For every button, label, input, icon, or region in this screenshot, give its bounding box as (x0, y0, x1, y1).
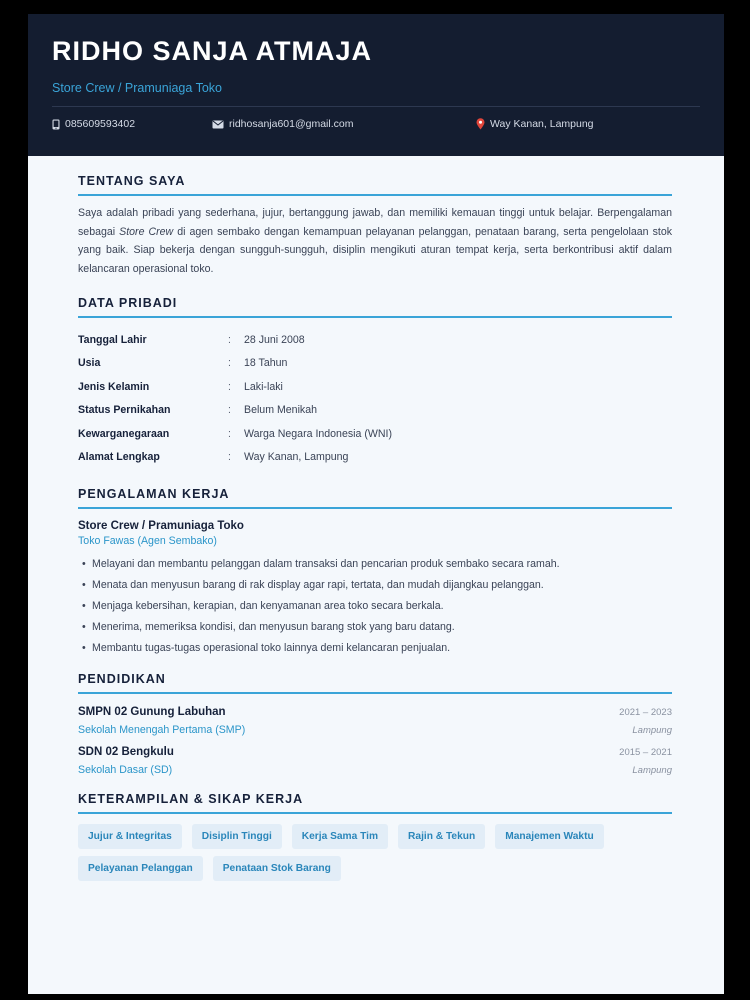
skill-chip: Manajemen Waktu (495, 824, 604, 849)
full-name: RIDHO SANJA ATMAJA (52, 36, 373, 66)
education-section (78, 672, 672, 776)
skill-chip: Rajin & Tekun (398, 824, 485, 849)
contact-bar (52, 118, 700, 134)
school-level: Sekolah Menengah Pertama (SMP) (78, 724, 246, 736)
email-icon (212, 120, 224, 129)
skill-chip: Jujur & Integritas (78, 824, 182, 849)
list-item: • Menata dan menyusun barang di rak display agar rapi, tertata, dan mudah dijangkau pelanggan. (82, 578, 544, 591)
contact-email (212, 118, 353, 130)
job-duties-list (78, 553, 672, 658)
education-title: PENDIDIKAN (78, 672, 672, 694)
job-company: Toko Fawas (Agen Sembako) (78, 535, 217, 547)
personal-row: Kewarganegaraan : Warga Negara Indonesia (WNI) (78, 427, 392, 440)
personal-title: DATA PRIBADI (78, 296, 672, 318)
resume-content (28, 156, 724, 881)
resume-page (28, 14, 724, 994)
school-name: SMPN 02 Gunung Labuhan (78, 706, 226, 718)
experience-title: PENGALAMAN KERJA (78, 487, 672, 509)
header-divider (52, 106, 700, 107)
personal-row: Usia : 18 Tahun (78, 357, 288, 370)
skill-chip: Kerja Sama Tim (292, 824, 388, 849)
school-level: Sekolah Dasar (SD) (78, 764, 173, 776)
phone-icon (52, 119, 60, 130)
personal-table (78, 328, 672, 469)
education-item (78, 706, 672, 736)
job-role: Store Crew / Pramuniaga Toko (52, 81, 222, 95)
personal-row: Alamat Lengkap : Way Kanan, Lampung (78, 451, 349, 464)
list-item: • Membantu tugas-tugas operasional toko lainnya demi kelancaran penjualan. (82, 641, 451, 654)
personal-row: Status Pernikahan : Belum Menikah (78, 404, 318, 417)
school-location: Lampung (632, 764, 672, 776)
list-item: • Melayani dan membantu pelanggan dalam transaksi dan pencarian produk sembako secara ramah. (82, 557, 560, 570)
skill-chip: Disiplin Tinggi (192, 824, 282, 849)
about-title: TENTANG SAYA (78, 174, 672, 196)
skill-chip: Penataan Stok Barang (213, 856, 341, 881)
personal-row: Jenis Kelamin : Laki-laki (78, 380, 283, 393)
school-name: SDN 02 Bengkulu (78, 746, 174, 758)
education-item (78, 746, 672, 776)
school-location: Lampung (632, 724, 672, 736)
personal-section (78, 296, 672, 469)
skill-chip: Pelayanan Pelanggan (78, 856, 203, 881)
skills-title: KETERAMPILAN & SIKAP KERJA (78, 792, 672, 814)
skills-list (78, 824, 638, 881)
email-address: ridhosanja601@gmail.com (229, 118, 354, 130)
phone-number: 085609593402 (65, 118, 136, 130)
contact-phone (52, 118, 135, 130)
location-pin-icon (476, 118, 485, 130)
skills-section (78, 792, 672, 881)
school-years: 2015 – 2021 (619, 746, 672, 758)
experience-section (78, 487, 672, 658)
about-emphasis: Store Crew (119, 225, 174, 238)
personal-row: Tanggal Lahir : 28 Juni 2008 (78, 333, 305, 346)
job-title: Store Crew / Pramuniaga Toko (78, 520, 244, 532)
about-text: Saya adalah pribadi yang sederhana, jujur, bertanggung jawab, dan memiliki kemauan tinggi untuk belajar. Berpengalaman sebagai Store Crew di agen sembako dengan kemampuan pelayanan pelanggan, penataan barang, serta pengelolaan stok yang baik. Siap bekerja dengan sungguh-sungguh, disiplin mengikuti aturan tempat kerja, serta berkontribusi aktif dalam kelancaran operasional toko. (78, 207, 673, 275)
list-item: • Menjaga kebersihan, kerapian, dan kenyamanan area toko secara berkala. (82, 599, 444, 612)
resume-header (28, 14, 724, 156)
location-text: Way Kanan, Lampung (490, 118, 594, 130)
list-item: • Menerima, memeriksa kondisi, dan menyusun barang stok yang baru datang. (82, 620, 455, 633)
contact-location (476, 118, 594, 130)
school-years: 2021 – 2023 (619, 706, 672, 718)
about-section (78, 174, 672, 278)
